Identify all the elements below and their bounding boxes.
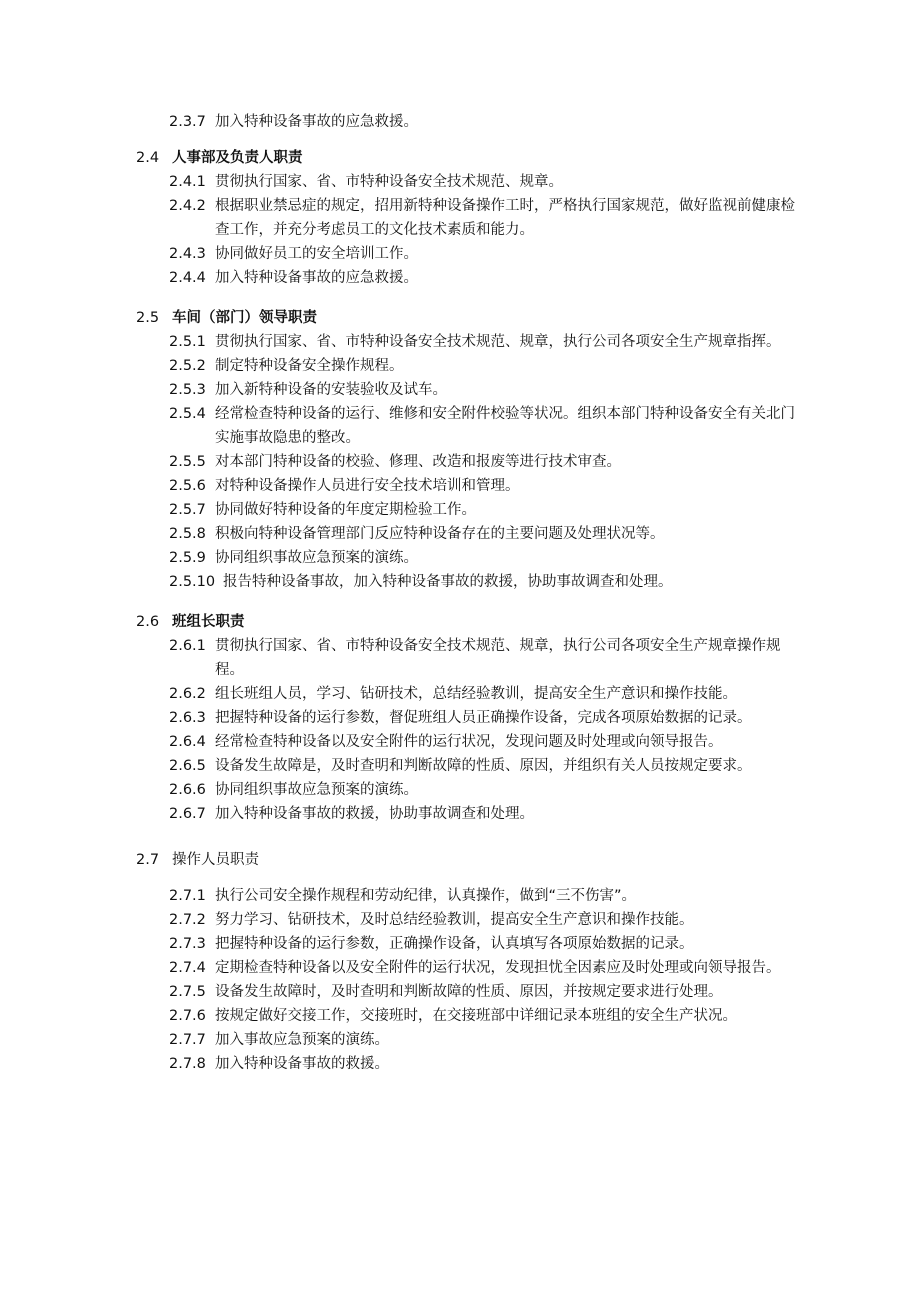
item-text: 对特种设备操作人员进行安全技术培训和管理。 xyxy=(215,478,520,494)
list-item xyxy=(0,980,920,1004)
item-text: 加入特种设备事故的应急救援。 xyxy=(215,114,418,130)
item-text: 报告特种设备事故，加入特种设备事故的救援，协助事故调查和处理。 xyxy=(223,574,673,590)
item-text: 加入特种设备事故的应急救援。 xyxy=(215,270,418,286)
item-number: 2.6.2 xyxy=(169,686,206,702)
list-item xyxy=(0,546,920,570)
item-number: 2.5.4 xyxy=(169,406,206,422)
list-item xyxy=(0,634,920,682)
section-heading xyxy=(0,848,920,872)
item-text: 按规定做好交接工作，交接班时，在交接班部中详细记录本班组的安全生产状况。 xyxy=(215,1008,737,1024)
list-item xyxy=(0,266,920,290)
list-item xyxy=(0,1004,920,1028)
item-text: 协同做好特种设备的年度定期检验工作。 xyxy=(215,502,476,518)
item-text: 积极向特种设备管理部门反应特种设备存在的主要问题及处理状况等。 xyxy=(215,526,665,542)
item-text: 加入事故应急预案的演练。 xyxy=(215,1032,389,1048)
list-item xyxy=(0,932,920,956)
list-item xyxy=(0,522,920,546)
section-2-6 xyxy=(0,610,920,826)
document-page xyxy=(0,110,920,1076)
item-number: 2.5.5 xyxy=(169,454,206,470)
item-text: 定期检查特种设备以及安全附件的运行状况，发现担忧全因素应及时处理或向领导报告。 xyxy=(215,960,781,976)
item-number: 2.5.9 xyxy=(169,550,206,566)
list-item xyxy=(0,802,920,826)
section-title: 操作人员职责 xyxy=(172,852,259,868)
item-number: 2.6.7 xyxy=(169,806,206,822)
item-number: 2.3.7 xyxy=(169,114,206,130)
item-text: 把握特种设备的运行参数，正确操作设备，认真填写各项原始数据的记录。 xyxy=(215,936,694,952)
item-number: 2.5.10 xyxy=(169,574,216,590)
item-number: 2.7.1 xyxy=(169,888,206,904)
item-number: 2.7.6 xyxy=(169,1008,206,1024)
item-text: 根据职业禁忌症的规定，招用新特种设备操作工时，严格执行国家规范，做好监视前健康检查工作，并充分考虑员工的文化技术素质和能力。 xyxy=(215,198,795,238)
item-text: 加入新特种设备的安装验收及试车。 xyxy=(215,382,447,398)
item-number: 2.6.3 xyxy=(169,710,206,726)
list-item xyxy=(0,706,920,730)
section-number: 2.6 xyxy=(136,614,160,630)
list-item xyxy=(0,242,920,266)
list-item xyxy=(0,498,920,522)
section-number: 2.7 xyxy=(136,852,160,868)
list-item xyxy=(0,1052,920,1076)
item-text: 贯彻执行国家、省、市特种设备安全技术规范、规章，执行公司各项安全生产规章操作规程。 xyxy=(215,638,781,678)
item-number: 2.6.6 xyxy=(169,782,206,798)
item-text: 加入特种设备事故的救援，协助事故调查和处理。 xyxy=(215,806,534,822)
item-number: 2.4.1 xyxy=(169,174,206,190)
list-item xyxy=(0,1028,920,1052)
list-item xyxy=(0,450,920,474)
item-number: 2.5.2 xyxy=(169,358,206,374)
item-number: 2.7.5 xyxy=(169,984,206,1000)
list-item xyxy=(0,474,920,498)
list-item xyxy=(0,170,920,194)
item-number: 2.4.4 xyxy=(169,270,206,286)
item-number: 2.7.4 xyxy=(169,960,206,976)
item-number: 2.4.2 xyxy=(169,198,206,214)
item-number: 2.5.3 xyxy=(169,382,206,398)
section-title: 人事部及负责人职责 xyxy=(172,150,303,166)
item-text: 贯彻执行国家、省、市特种设备安全技术规范、规章。 xyxy=(215,174,563,190)
item-text: 协同做好员工的安全培训工作。 xyxy=(215,246,418,262)
list-item xyxy=(0,330,920,354)
item-text: 协同组织事故应急预案的演练。 xyxy=(215,550,418,566)
list-item xyxy=(0,110,920,134)
list-item xyxy=(0,402,920,450)
list-item xyxy=(0,730,920,754)
item-number: 2.7.8 xyxy=(169,1056,206,1072)
list-item xyxy=(0,908,920,932)
item-text: 加入特种设备事故的救援。 xyxy=(215,1056,389,1072)
list-item xyxy=(0,378,920,402)
item-number: 2.5.6 xyxy=(169,478,206,494)
item-number: 2.6.1 xyxy=(169,638,206,654)
item-text: 设备发生故障是，及时查明和判断故障的性质、原因，并组织有关人员按规定要求。 xyxy=(215,758,752,774)
section-number: 2.4 xyxy=(136,150,160,166)
section-heading xyxy=(0,146,920,170)
section-number: 2.5 xyxy=(136,310,160,326)
list-item xyxy=(0,570,920,594)
section-2-4 xyxy=(0,146,920,290)
list-item xyxy=(0,754,920,778)
item-text: 协同组织事故应急预案的演练。 xyxy=(215,782,418,798)
item-text: 贯彻执行国家、省、市特种设备安全技术规范、规章，执行公司各项安全生产规章指挥。 xyxy=(215,334,781,350)
section-2-3-tail xyxy=(0,110,920,134)
item-number: 2.5.7 xyxy=(169,502,206,518)
list-item xyxy=(0,354,920,378)
item-number: 2.7.2 xyxy=(169,912,206,928)
list-item xyxy=(0,884,920,908)
item-text: 组长班组人员，学习、钻研技术，总结经验教训，提高安全生产意识和操作技能。 xyxy=(215,686,737,702)
section-heading xyxy=(0,610,920,634)
item-number: 2.6.4 xyxy=(169,734,206,750)
item-number: 2.6.5 xyxy=(169,758,206,774)
section-2-5 xyxy=(0,306,920,594)
item-number: 2.5.8 xyxy=(169,526,206,542)
item-number: 2.4.3 xyxy=(169,246,206,262)
item-text: 对本部门特种设备的校验、修理、改造和报废等进行技术审查。 xyxy=(215,454,621,470)
list-item xyxy=(0,194,920,242)
item-text: 执行公司安全操作规程和劳动纪律，认真操作，做到“三不伤害”。 xyxy=(215,888,637,904)
section-heading xyxy=(0,306,920,330)
item-text: 经常检查特种设备以及安全附件的运行状况，发现问题及时处理或向领导报告。 xyxy=(215,734,723,750)
section-2-7 xyxy=(0,848,920,1076)
list-item xyxy=(0,682,920,706)
list-item xyxy=(0,956,920,980)
item-number: 2.7.7 xyxy=(169,1032,206,1048)
section-title: 车间（部门）领导职责 xyxy=(172,310,317,326)
item-number: 2.5.1 xyxy=(169,334,206,350)
list-item xyxy=(0,778,920,802)
section-title: 班组长职责 xyxy=(172,614,245,630)
item-text: 把握特种设备的运行参数，督促班组人员正确操作设备，完成各项原始数据的记录。 xyxy=(215,710,752,726)
item-number: 2.7.3 xyxy=(169,936,206,952)
item-text: 经常检查特种设备的运行、维修和安全附件校验等状况。组织本部门特种设备安全有关北门实施事故隐患的整改。 xyxy=(215,406,795,446)
item-text: 努力学习、钻研技术，及时总结经验教训，提高安全生产意识和操作技能。 xyxy=(215,912,694,928)
item-text: 制定特种设备安全操作规程。 xyxy=(215,358,404,374)
item-text: 设备发生故障时，及时查明和判断故障的性质、原因，并按规定要求进行处理。 xyxy=(215,984,723,1000)
